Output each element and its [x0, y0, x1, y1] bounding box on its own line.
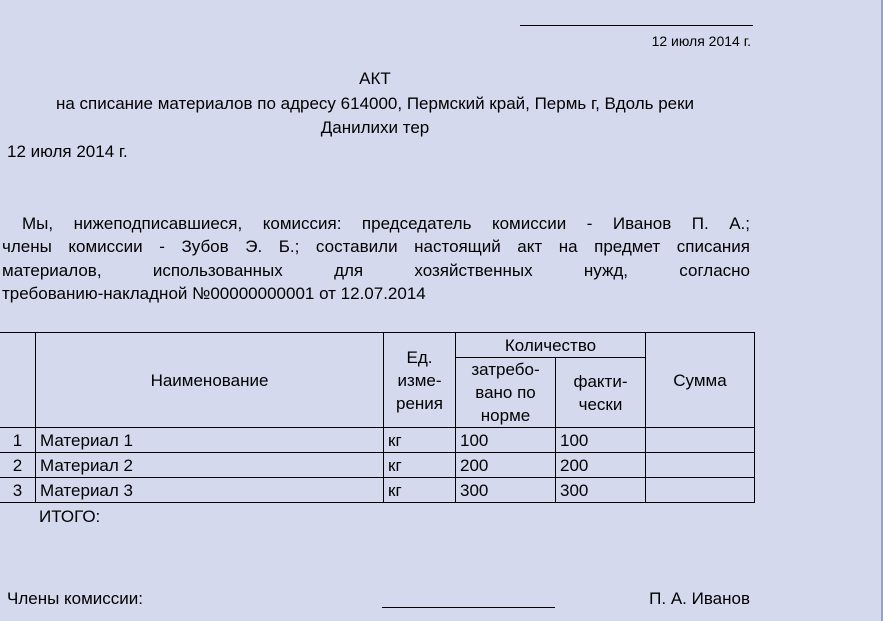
header-actual [556, 358, 646, 428]
date-underline [520, 25, 753, 26]
paragraph-line: требованию-накладной №00000000001 от 12.07.2014 [2, 283, 426, 303]
materials-table [0, 332, 755, 503]
header-unit [384, 333, 456, 428]
document-title: АКТ [359, 69, 391, 88]
table-row [0, 428, 755, 453]
act-date: 12 июля 2014 г. [7, 142, 128, 161]
commission-paragraph [2, 212, 750, 305]
header-requested-line: затребо- [471, 360, 540, 379]
header-unit-line: Ед. [406, 347, 433, 367]
row-num: 2 [0, 453, 36, 478]
header-unit-line: рения [396, 393, 443, 413]
document-subtitle-line2: Данилихи тер [320, 118, 430, 137]
header-actual-line: факти- [573, 371, 628, 391]
paragraph-line: Мы, нижеподписавшиеся, комиссия: председатель комиссии - Иванов П. А.; [22, 214, 750, 233]
row-num: 1 [0, 428, 36, 453]
row-actual: 300 [556, 478, 646, 503]
paragraph-line: члены комиссии - Зубов Э. Б.; составили настоящий акт на предмет списания [2, 237, 750, 257]
header-name: Наименование [36, 333, 384, 428]
row-sum [646, 478, 755, 503]
row-unit: кг [384, 453, 456, 478]
header-num-cell [0, 333, 36, 428]
row-name: Материал 3 [36, 478, 384, 503]
row-unit: кг [384, 478, 456, 503]
header-actual-line: чески [578, 394, 623, 414]
header-unit-line: изме- [397, 370, 442, 390]
table-row [0, 478, 755, 503]
paragraph-line: материалов, использованных для хозяйственных нужд, согласно [2, 260, 750, 280]
row-requested: 100 [456, 428, 556, 453]
signer-name: П. А. Иванов [649, 589, 750, 608]
row-sum [646, 453, 755, 478]
row-actual: 200 [556, 453, 646, 478]
members-label: Члены комиссии: [7, 589, 144, 608]
header-quantity: Количество [456, 333, 646, 358]
table-row [0, 453, 755, 478]
total-label: ИТОГО: [39, 507, 101, 526]
row-sum [646, 428, 755, 453]
row-actual: 100 [556, 428, 646, 453]
header-requested-line: вано по [475, 383, 536, 402]
row-requested: 200 [456, 453, 556, 478]
header-sum: Сумма [646, 333, 755, 428]
row-requested: 300 [456, 478, 556, 503]
row-name: Материал 1 [36, 428, 384, 453]
header-requested-line: норме [480, 406, 531, 425]
document-subtitle-line1: на списание материалов по адресу 614000, Пермский край, Пермь г, Вдоль реки [55, 94, 695, 113]
header-date: 12 июля 2014 г. [651, 33, 751, 49]
row-unit: кг [384, 428, 456, 453]
row-name: Материал 2 [36, 453, 384, 478]
header-requested [456, 358, 556, 428]
signature-line [382, 607, 555, 608]
row-num: 3 [0, 478, 36, 503]
